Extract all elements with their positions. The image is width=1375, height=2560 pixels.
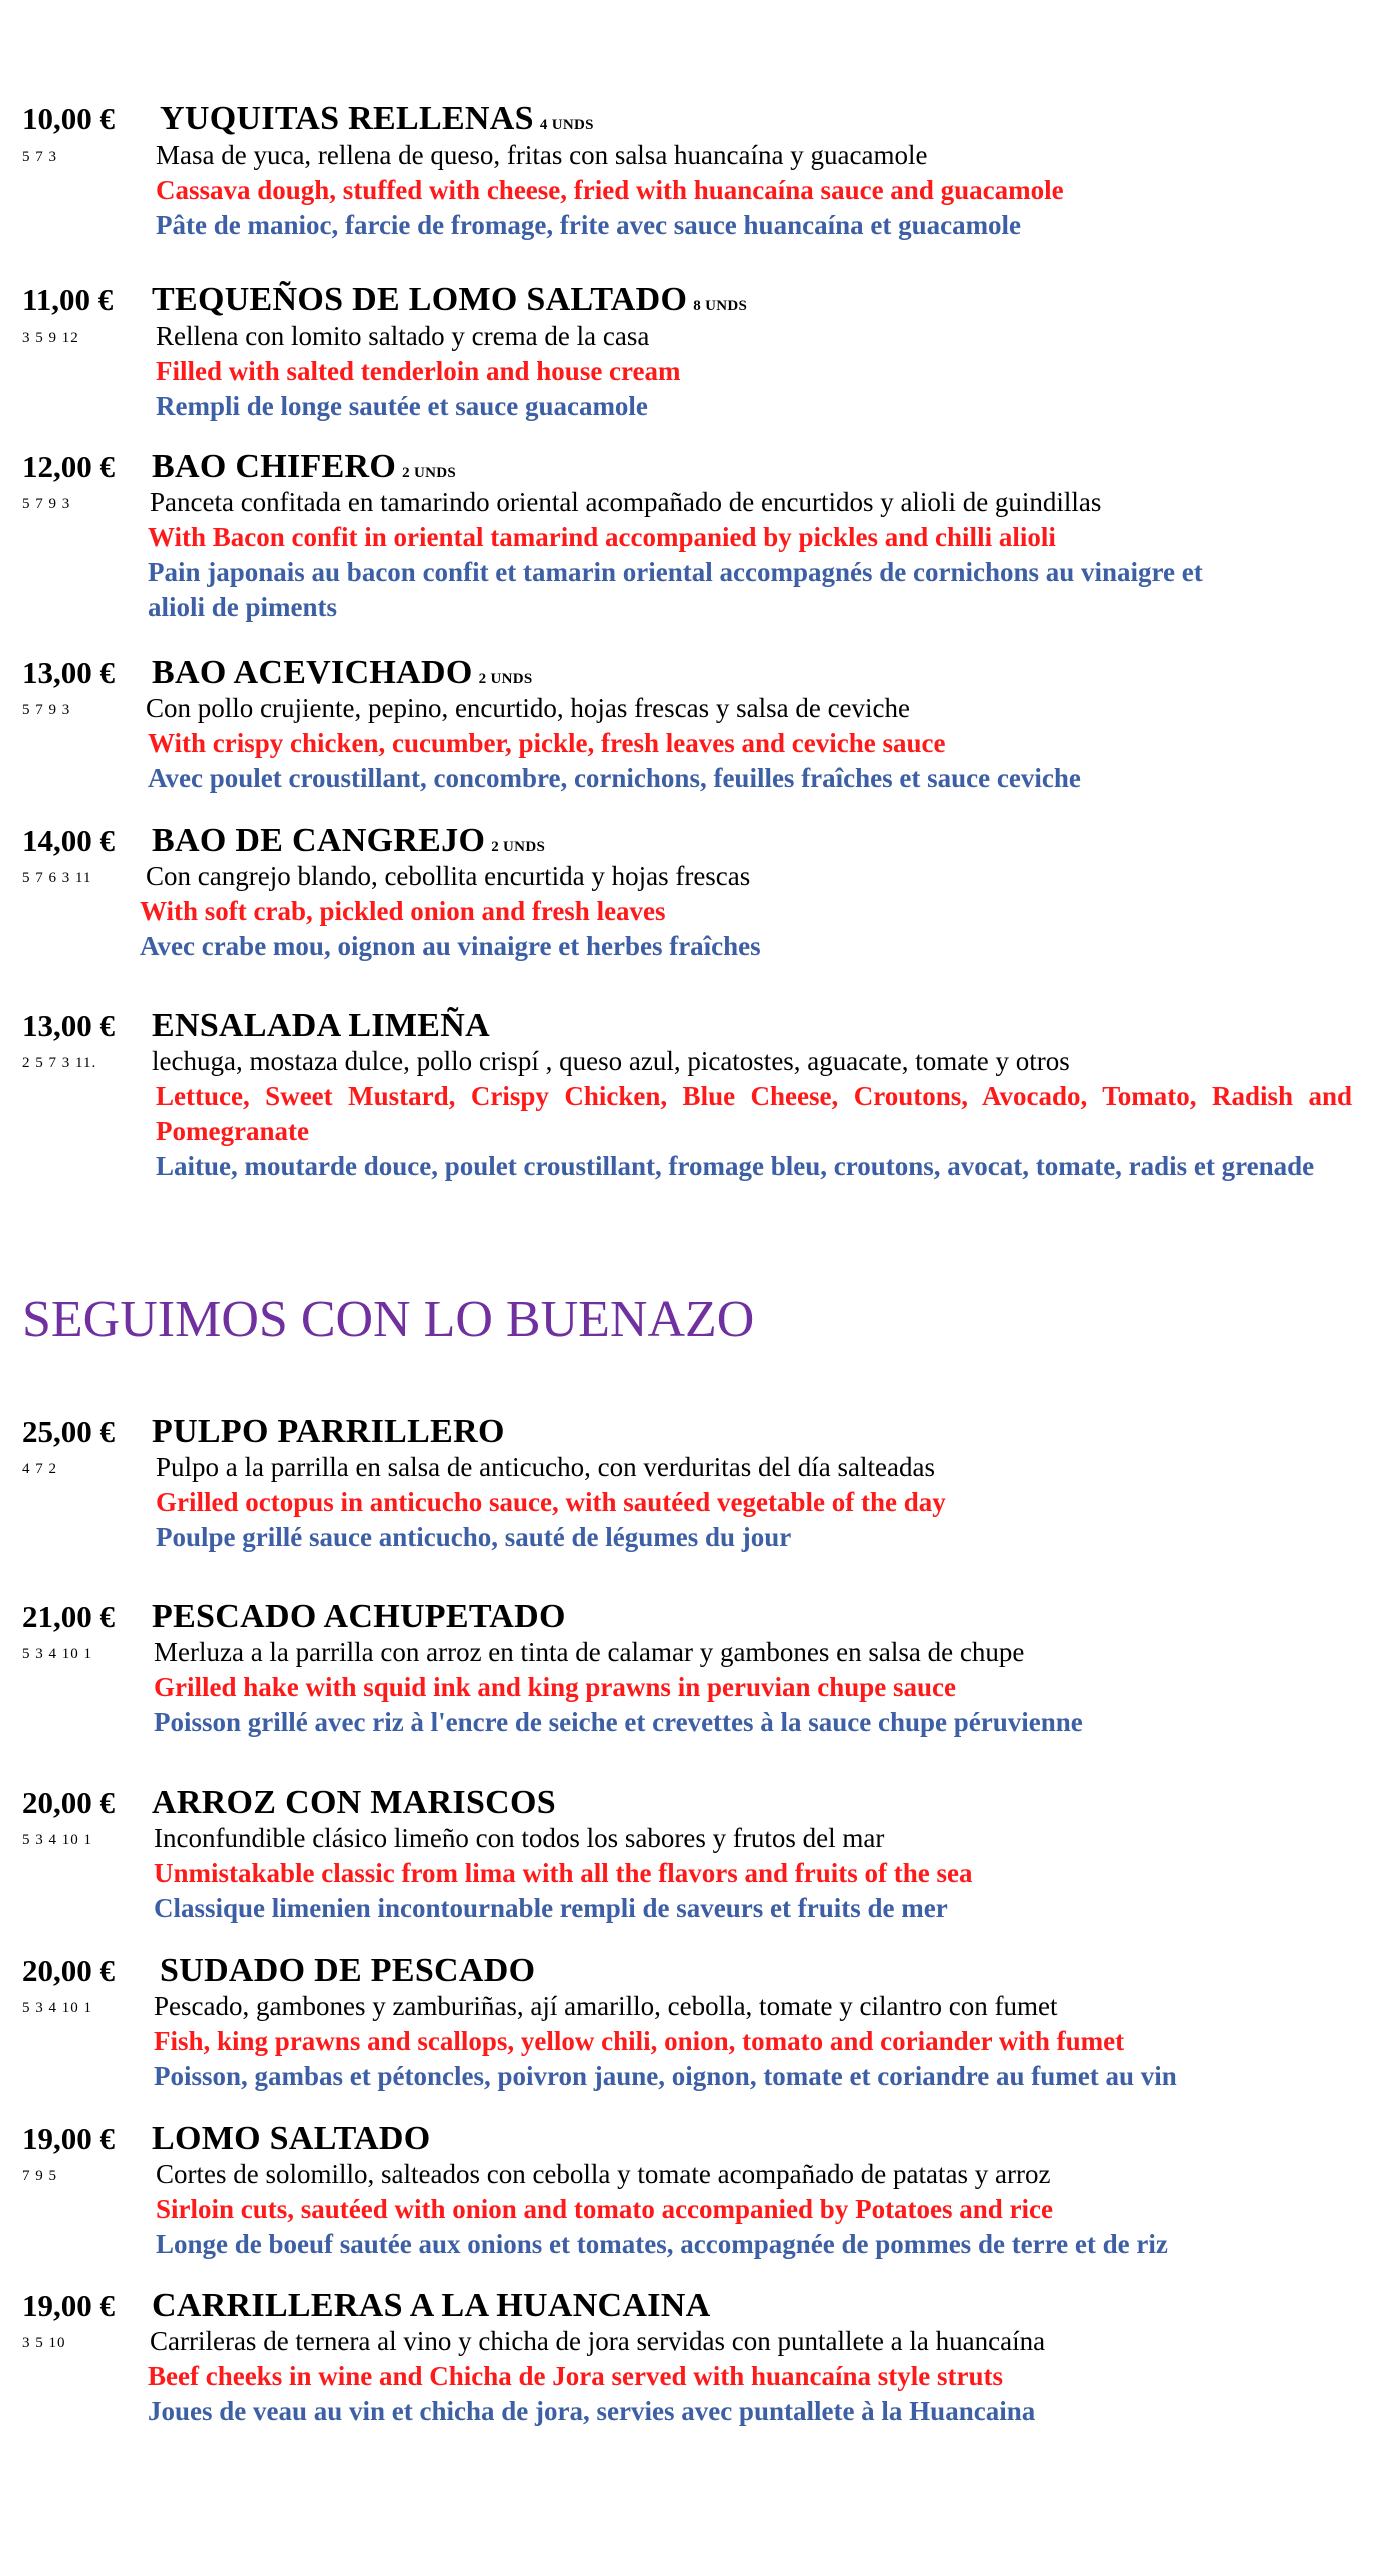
item-units: 2 UNDS: [491, 839, 546, 855]
item-name: PULPO PARRILLERO: [152, 1413, 505, 1450]
item-desc-es: Pescado, gambones y zamburiñas, ají amarillo, cebolla, tomate y cilantro con fumet: [154, 1991, 1058, 2021]
item-desc-fr: Avec poulet croustillant, concombre, cornichons, feuilles fraîches et sauce ceviche: [148, 763, 1081, 793]
item-price: 20,00 €: [22, 1953, 115, 1988]
item-name: ENSALADA LIMEÑA: [152, 1007, 490, 1044]
item-price: 13,00 €: [22, 1008, 115, 1043]
item-units: 2 UNDS: [478, 671, 533, 687]
item-desc-fr: Rempli de longe sautée et sauce guacamole: [156, 391, 648, 421]
item-desc-fr: Classique limenien incontournable rempli de saveurs et fruits de mer: [154, 1893, 948, 1923]
item-desc-fr: Pain japonais au bacon confit et tamarin oriental accompagnés de cornichons au vinaigre et alioli de piments: [148, 557, 1203, 622]
item-desc-es: Pulpo a la parrilla en salsa de anticucho, con verduritas del día salteadas: [156, 1452, 935, 1482]
item-desc-en: Unmistakable classic from lima with all the flavors and fruits of the sea: [154, 1858, 973, 1888]
item-allergens: 5 3 4 10 1: [22, 1832, 92, 1848]
item-desc-fr: Longe de boeuf sautée aux onions et tomates, accompagnée de pommes de terre et de riz: [156, 2229, 1168, 2259]
item-desc-en: Sirloin cuts, sautéed with onion and tomato accompanied by Potatoes and rice: [156, 2194, 1054, 2224]
item-allergens: 7 9 5: [22, 2168, 57, 2184]
item-desc-fr: Poisson grillé avec riz à l'encre de seiche et crevettes à la sauce chupe péruvienne: [154, 1707, 1083, 1737]
item-name: CARRILLERAS A LA HUANCAINA: [152, 2287, 711, 2324]
item-allergens: 5 7 9 3: [22, 496, 71, 512]
item-price: 25,00 €: [22, 1414, 115, 1449]
item-allergens: 3 5 10: [22, 2335, 66, 2351]
item-desc-en: With Bacon confit in oriental tamarind accompanied by pickles and chilli alioli: [148, 522, 1056, 552]
item-allergens: 5 7 6 3 11: [22, 870, 92, 886]
item-desc-en: Grilled octopus in anticucho sauce, with sautéed vegetable of the day: [156, 1487, 946, 1517]
item-allergens: 5 3 4 10 1: [22, 2000, 92, 2016]
item-desc-es: Carrileras de ternera al vino y chicha de jora servidas con puntallete a la huancaína: [150, 2326, 1046, 2356]
item-price: 20,00 €: [22, 1785, 115, 1820]
item-desc-es: Con cangrejo blando, cebollita encurtida y hojas frescas: [146, 861, 751, 891]
item-desc-en: Filled with salted tenderloin and house cream: [156, 356, 681, 386]
item-units: 8 UNDS: [693, 298, 748, 314]
item-desc-en: Cassava dough, stuffed with cheese, fried with huancaína sauce and guacamole: [156, 175, 1064, 205]
item-desc-en: Grilled hake with squid ink and king prawns in peruvian chupe sauce: [154, 1672, 956, 1702]
item-price: 12,00 €: [22, 449, 115, 484]
item-name: SUDADO DE PESCADO: [160, 1952, 536, 1989]
item-allergens: 5 7 9 3: [22, 702, 71, 718]
item-name: PESCADO ACHUPETADO: [152, 1598, 566, 1635]
item-desc-en: With crispy chicken, cucumber, pickle, fresh leaves and ceviche sauce: [148, 728, 946, 758]
item-allergens: 4 7 2: [22, 1461, 57, 1477]
item-desc-en: With soft crab, pickled onion and fresh leaves: [140, 896, 666, 926]
item-units: 2 UNDS: [402, 465, 457, 481]
item-desc-es: Masa de yuca, rellena de queso, fritas con salsa huancaína y guacamole: [156, 140, 928, 170]
item-desc-es: lechuga, mostaza dulce, pollo crispí , queso azul, picatostes, aguacate, tomate y otros: [152, 1046, 1070, 1076]
item-name: LOMO SALTADO: [152, 2120, 431, 2157]
item-price: 19,00 €: [22, 2121, 115, 2156]
item-price: 11,00 €: [22, 282, 114, 317]
item-price: 19,00 €: [22, 2288, 115, 2323]
item-price: 10,00 €: [22, 101, 115, 136]
item-name: YUQUITAS RELLENAS 4 UNDS: [160, 100, 594, 137]
item-desc-es: Rellena con lomito saltado y crema de la casa: [156, 321, 650, 351]
item-desc-fr: Avec crabe mou, oignon au vinaigre et herbes fraîches: [140, 931, 761, 961]
item-desc-es: Cortes de solomillo, salteados con cebolla y tomate acompañado de patatas y arroz: [156, 2159, 1051, 2189]
item-name: BAO CHIFERO 2 UNDS: [152, 448, 457, 485]
item-desc-es: Con pollo crujiente, pepino, encurtido, hojas frescas y salsa de ceviche: [146, 693, 911, 723]
item-desc-fr: Poisson, gambas et pétoncles, poivron jaune, oignon, tomate et coriandre au fumet au vin: [154, 2061, 1177, 2091]
item-desc-fr: Laitue, moutarde douce, poulet croustillant, fromage bleu, croutons, avocat, tomate, radis et grenade: [156, 1151, 1315, 1181]
item-name: BAO ACEVICHADO 2 UNDS: [152, 654, 533, 691]
item-desc-en: Lettuce, Sweet Mustard, Crispy Chicken, Blue Cheese, Croutons, Avocado, Tomato, Radish and Pomegranate: [156, 1081, 1352, 1146]
item-price: 14,00 €: [22, 823, 115, 858]
item-desc-es: Panceta confitada en tamarindo oriental acompañado de encurtidos y alioli de guindillas: [150, 487, 1102, 517]
item-name: TEQUEÑOS DE LOMO SALTADO 8 UNDS: [152, 281, 748, 318]
item-units: 4 UNDS: [539, 117, 594, 133]
item-allergens: 3 5 9 12: [22, 330, 79, 346]
item-allergens: 5 3 4 10 1: [22, 1646, 92, 1662]
item-desc-fr: Joues de veau au vin et chicha de jora, servies avec puntallete à la Huancaina: [148, 2396, 1036, 2426]
section-title: SEGUIMOS CON LO BUENAZO: [22, 1291, 755, 1348]
item-name: ARROZ CON MARISCOS: [152, 1784, 556, 1821]
item-desc-fr: Poulpe grillé sauce anticucho, sauté de légumes du jour: [156, 1522, 792, 1552]
item-name: BAO DE CANGREJO 2 UNDS: [152, 822, 546, 859]
item-allergens: 2 5 7 3 11.: [22, 1055, 97, 1071]
item-desc-en: Fish, king prawns and scallops, yellow chili, onion, tomato and coriander with fumet: [154, 2026, 1125, 2056]
item-price: 21,00 €: [22, 1599, 115, 1634]
item-desc-en: Beef cheeks in wine and Chicha de Jora served with huancaína style struts: [148, 2361, 1004, 2391]
item-desc-es: Inconfundible clásico limeño con todos los sabores y frutos del mar: [154, 1823, 885, 1853]
item-price: 13,00 €: [22, 655, 115, 690]
item-desc-es: Merluza a la parrilla con arroz en tinta de calamar y gambones en salsa de chupe: [154, 1637, 1025, 1667]
item-allergens: 5 7 3: [22, 149, 57, 165]
item-desc-fr: Pâte de manioc, farcie de fromage, frite avec sauce huancaína et guacamole: [156, 210, 1022, 240]
